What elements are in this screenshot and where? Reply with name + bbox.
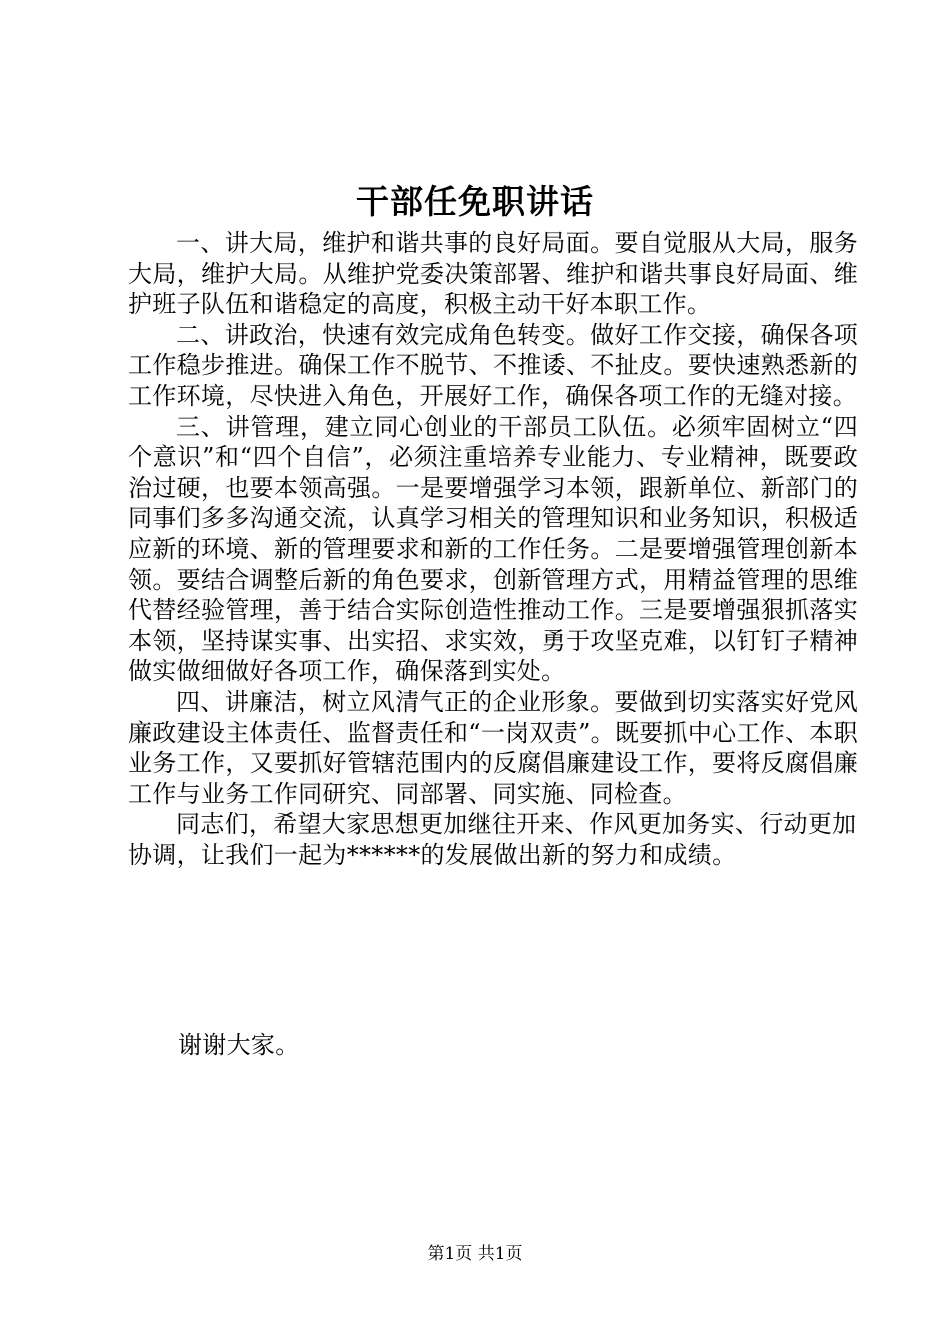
paragraph-4: 四、讲廉洁，树立风清气正的企业形象。要做到切实落实好党风廉政建设主体责任、监督责任和“一岗双责”。既要抓中心工作、本职业务工作，又要抓好管辖范围内的反腐倡廉建设工作，要将反腐倡廉工作与业务工作同研究、同部署、同实施、同检查。 bbox=[128, 687, 858, 808]
closing-line: 谢谢大家。 bbox=[178, 1031, 300, 1059]
paragraph-5: 同志们，希望大家思想更加继往开来、作风更加务实、行动更加协调，让我们一起为******的发展做出新的努力和成绩。 bbox=[128, 810, 857, 869]
page-footer: 第1页 共1页 bbox=[427, 1244, 523, 1264]
paragraph-2: 二、讲政治，快速有效完成角色转变。做好工作交接，确保各项工作稳步推进。确保工作不脱节、不推诿、不扯皮。要快速熟悉新的工作环境，尽快进入角色，开展好工作，确保各项工作的无缝对接。 bbox=[128, 320, 858, 410]
paragraph-3: 三、讲管理，建立同心创业的干部员工队伍。必须牢固树立“四个意识”和“四个自信”，必须注重培养专业能力、专业精神，既要政治过硬，也要本领高强。一是要增强学习本领，跟新单位、新部门的同事们多多沟通交流，认真学习相关的管理知识和业务知识，积极适应新的环境、新的管理要求和新的工作任务。二是要增强管理创新本领。要结合调整后新的角色要求，创新管理方式，用精益管理的思维代替经验管理，善于结合实际创造性推动工作。三是要增强狠抓落实本领，坚持谋实事、出实招、求实效，勇于攻坚克难，以钉钉子精神做实做细做好各项工作，确保落到实处。 bbox=[128, 412, 858, 686]
paragraph-1: 一、讲大局，维护和谐共事的良好局面。要自觉服从大局，服务大局，维护大局。从维护党委决策部署、维护和谐共事良好局面、维护班子队伍和谐稳定的高度，积极主动干好本职工作。 bbox=[128, 229, 858, 319]
document-body bbox=[128, 228, 858, 870]
page-title: 干部任免职讲话 bbox=[356, 182, 594, 221]
